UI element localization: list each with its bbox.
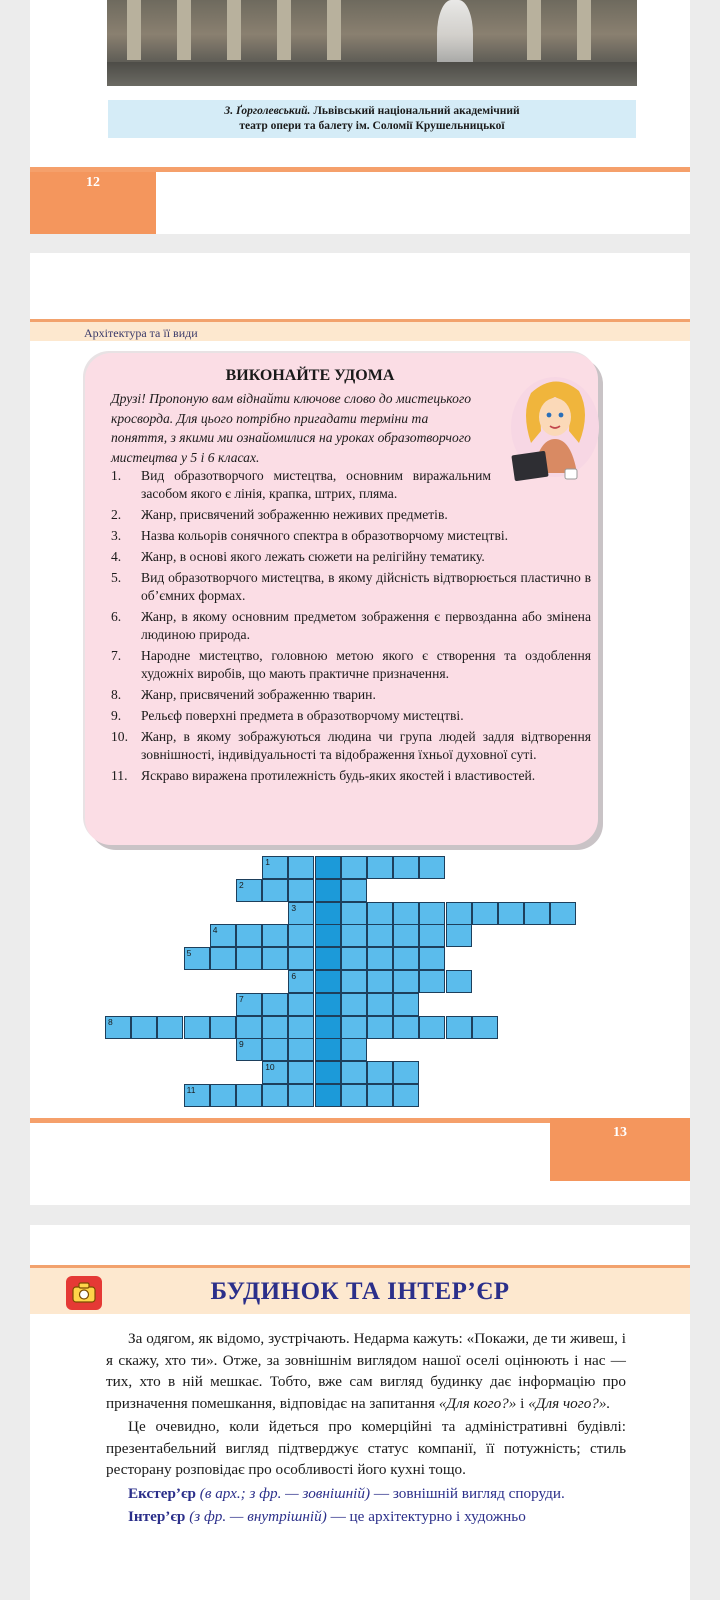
term-exterior-definition: — зовнішній вигляд споруди. [373, 1484, 565, 1502]
photo-column [277, 0, 291, 60]
crossword-cell[interactable] [210, 1016, 236, 1039]
task-text: Назва кольорів сонячного спектра в образотворчому мистецтві. [141, 528, 509, 543]
crossword-cell[interactable] [419, 1016, 445, 1039]
paragraph [106, 1328, 626, 1414]
crossword-cell[interactable] [393, 993, 419, 1016]
crossword-key-cell[interactable] [315, 1038, 341, 1061]
task-text: Жанр, в основі якого лежать сюжети на релігійну тематику. [141, 549, 485, 564]
page-number: 12 [86, 175, 100, 190]
crossword-cell[interactable] [393, 856, 419, 879]
term-interior: Інтер’єр [128, 1508, 186, 1525]
paragraph [106, 1416, 626, 1481]
chapter-title: БУДИНОК ТА ІНТЕР’ЄР [210, 1278, 510, 1305]
crossword-cell[interactable] [367, 1061, 393, 1084]
task-text: Яскраво виражена протилежність будь-яких якостей і властивостей. [141, 768, 536, 783]
crossword-cell[interactable] [419, 902, 445, 925]
crossword-cell[interactable] [184, 1016, 210, 1039]
textbook-page-13 [30, 253, 690, 1205]
crossword-cell[interactable] [393, 970, 419, 993]
page-number-box [550, 1118, 690, 1181]
crossword-cell[interactable] [524, 902, 550, 925]
crossword-row-number: 2 [239, 879, 244, 890]
crossword-cell[interactable] [367, 924, 393, 947]
crossword-cell[interactable] [550, 902, 576, 925]
task-number: 11. [111, 768, 128, 783]
crossword-cell[interactable] [262, 1016, 288, 1039]
crossword-cell[interactable] [367, 1084, 393, 1107]
task-number: 7. [111, 648, 122, 663]
crossword-key-cell[interactable] [315, 970, 341, 993]
crossword-cell[interactable] [262, 924, 288, 947]
crossword-cell[interactable] [393, 947, 419, 970]
crossword-cell[interactable] [341, 1084, 367, 1107]
task-number: 10. [111, 729, 128, 744]
crossword-row-number: 3 [291, 902, 297, 913]
crossword-cell[interactable] [157, 1016, 183, 1039]
crossword-cell[interactable] [262, 1038, 288, 1061]
crossword-key-cell[interactable] [315, 924, 341, 947]
photo-column [527, 0, 541, 60]
crossword-cell[interactable] [262, 879, 288, 902]
crossword-cell[interactable] [419, 970, 445, 993]
photo-column [127, 0, 141, 60]
question-for-what: «Для чого?». [528, 1394, 611, 1412]
crossword-cell[interactable] [341, 947, 367, 970]
chapter-title-bar [30, 1265, 690, 1314]
caption-author: З. Ґорголевський. [224, 105, 311, 117]
conjunction: і [520, 1394, 525, 1412]
task-text: Вид образотворчого мистецтва, основним виражальним засобом якого є лінія, крапка, штрих, пляма. [141, 468, 491, 501]
crossword-cell[interactable] [262, 947, 288, 970]
crossword-cell[interactable] [341, 924, 367, 947]
crossword-cell[interactable] [288, 879, 314, 902]
caption-line-1: Львівський національний академічний [313, 105, 520, 117]
task-number: 3. [111, 528, 122, 543]
crossword-key-cell[interactable] [315, 879, 341, 902]
crossword-cell[interactable] [393, 902, 419, 925]
homework-intro: Друзі! Пропоную вам віднайти ключове слово до мистецького кросворда. Для цього потрібно пригадати терміни та поняття, з якими ми ознайомилися на уроках образотворчого мистецтва у 5 і 6 класах. [111, 391, 472, 465]
crossword-cell[interactable] [288, 947, 314, 970]
crossword-cell[interactable] [341, 1016, 367, 1039]
crossword-cell[interactable] [341, 902, 367, 925]
crossword-cell[interactable] [288, 1061, 314, 1084]
task-text: Жанр, в якому основним предметом зображення є первозданна або змінена людиною природа. [141, 609, 591, 642]
photo-column [227, 0, 241, 60]
crossword-grid[interactable] [30, 253, 690, 1205]
crossword-key-cell[interactable] [315, 947, 341, 970]
crossword-cell[interactable] [367, 993, 393, 1016]
crossword-cell[interactable] [262, 1084, 288, 1107]
crossword-cell[interactable] [446, 902, 472, 925]
photo-ground [107, 62, 637, 86]
crossword-key-cell[interactable] [315, 902, 341, 925]
crossword-key-cell[interactable] [315, 1084, 341, 1107]
question-for-whom: «Для кого?» [438, 1394, 517, 1412]
crossword-cell[interactable] [288, 1038, 314, 1061]
crossword-cell[interactable] [498, 902, 524, 925]
photo-column [327, 0, 341, 60]
crossword-cell[interactable] [210, 947, 236, 970]
chapter-body [106, 1328, 626, 1528]
crossword-key-cell[interactable] [315, 1016, 341, 1039]
term-exterior-note: (в арх.; з фр. — зовнішній) [199, 1484, 371, 1502]
term-interior-definition: — це архітектурно і художньо [330, 1508, 526, 1525]
definition-interior [106, 1506, 626, 1528]
textbook-page-14 [30, 1225, 690, 1600]
crossword-cell[interactable] [236, 924, 262, 947]
crossword-key-cell[interactable] [315, 856, 341, 879]
crossword-cell[interactable] [367, 1016, 393, 1039]
crossword-cell[interactable] [288, 1016, 314, 1039]
crossword-row-number: 8 [108, 1016, 113, 1027]
crossword-cell[interactable] [367, 856, 393, 879]
crossword-key-cell[interactable] [315, 1061, 341, 1084]
crossword-cell[interactable] [393, 1084, 419, 1107]
crossword-cell[interactable] [341, 970, 367, 993]
crossword-cell[interactable] [341, 993, 367, 1016]
page-number: 13 [613, 1125, 627, 1140]
crossword-cell[interactable] [288, 1084, 314, 1107]
textbook-page-12 [30, 0, 690, 234]
crossword-cell[interactable] [367, 970, 393, 993]
page-number-box [30, 172, 156, 234]
crossword-cell[interactable] [419, 856, 445, 879]
crossword-cell[interactable] [446, 970, 472, 993]
task-number: 4. [111, 549, 122, 564]
photo-column [577, 0, 591, 60]
crossword-row-number: 7 [239, 993, 244, 1004]
crossword-cell[interactable] [341, 1038, 367, 1061]
crossword-cell[interactable] [341, 856, 367, 879]
crossword-cell[interactable] [236, 947, 262, 970]
crossword-cell[interactable] [288, 856, 314, 879]
crossword-cell[interactable] [393, 924, 419, 947]
crossword-cell[interactable] [446, 924, 472, 947]
crossword-cell[interactable] [341, 879, 367, 902]
task-text: Жанр, присвячений зображенню тварин. [141, 687, 376, 702]
crossword-cell[interactable] [446, 1016, 472, 1039]
crossword-cell[interactable] [367, 947, 393, 970]
section-label: Архітектура та її види [84, 326, 198, 340]
crossword-cell[interactable] [367, 902, 393, 925]
crossword-cell[interactable] [341, 1061, 367, 1084]
crossword-cell[interactable] [419, 947, 445, 970]
crossword-row-number: 10 [265, 1062, 275, 1073]
crossword-cell[interactable] [288, 993, 314, 1016]
task-number: 8. [111, 687, 122, 702]
term-exterior: Екстер’єр [128, 1484, 196, 1502]
task-text: Рельєф поверхні предмета в образотворчому мистецтві. [141, 708, 464, 723]
paragraph-text: Це очевидно, коли йдеться про комерційні та адміністративні будівлі: презентабельний вигляд підтверджує статус компанії, її потужність; стиль ресторану розповідає про особливості його кухні тощо. [106, 1418, 626, 1478]
task-text: Народне мистецтво, головною метою якого є створення та оздоблення художніх виробів, що мають практичне призначення. [141, 648, 591, 681]
photo-caption [108, 100, 636, 138]
task-number: 6. [111, 609, 122, 624]
photo-column [177, 0, 191, 60]
crossword-row-number: 5 [186, 948, 192, 959]
task-text: Вид образотворчого мистецтва, в якому дійсність відтворюється пластично в об’ємних формах. [141, 570, 591, 603]
crossword-cell[interactable] [236, 1016, 262, 1039]
task-text: Жанр, в якому зображуються людина чи група людей задля відтворення зовнішності, індивідуальності та відображення їхньої духовної суті. [141, 729, 591, 762]
crossword-cell[interactable] [472, 1016, 498, 1039]
crossword-cell[interactable] [210, 1084, 236, 1107]
term-interior-note: (з фр. — внутрішній) [189, 1508, 327, 1525]
paragraph-text: За одягом, як відомо, зустрічають. Недарма кажуть: «Покажи, де ти живеш, і я скажу, хто ти». Отже, за зовнішнім виглядом нашої оселі оцінюють і нас — тих, хто в ній мешкає. Тобто, вже сам вигляд будинку дає інформацію про призначення помешкання, відповідає на запитання [106, 1330, 626, 1412]
crossword-row-number: 4 [212, 925, 218, 936]
crossword-cell[interactable] [131, 1016, 157, 1039]
caption-line-2: театр опери та балету ім. Соломії Крушельницької [239, 120, 505, 132]
crossword-cell[interactable] [393, 1016, 419, 1039]
definition-exterior [106, 1483, 626, 1505]
opera-theatre-photo [107, 0, 637, 86]
homework-title: ВИКОНАЙТЕ УДОМА [225, 367, 395, 384]
task-number: 1. [111, 468, 122, 483]
task-number: 5. [111, 570, 122, 585]
crossword-cell[interactable] [393, 1061, 419, 1084]
crossword-cell[interactable] [472, 902, 498, 925]
crossword-cell[interactable] [288, 924, 314, 947]
crossword-cell[interactable] [419, 924, 445, 947]
task-number: 9. [111, 708, 122, 723]
crossword-row-number: 9 [239, 1039, 244, 1050]
crossword-key-cell[interactable] [315, 993, 341, 1016]
task-number: 2. [111, 507, 122, 522]
crossword-row-number: 6 [291, 971, 297, 981]
task-text: Жанр, присвячений зображенню неживих предметів. [141, 507, 448, 522]
crossword-row-number: 11 [186, 1085, 196, 1095]
crossword-cell[interactable] [236, 1084, 262, 1107]
crossword-cell[interactable] [262, 993, 288, 1016]
crossword-row-number: 1 [265, 857, 270, 867]
